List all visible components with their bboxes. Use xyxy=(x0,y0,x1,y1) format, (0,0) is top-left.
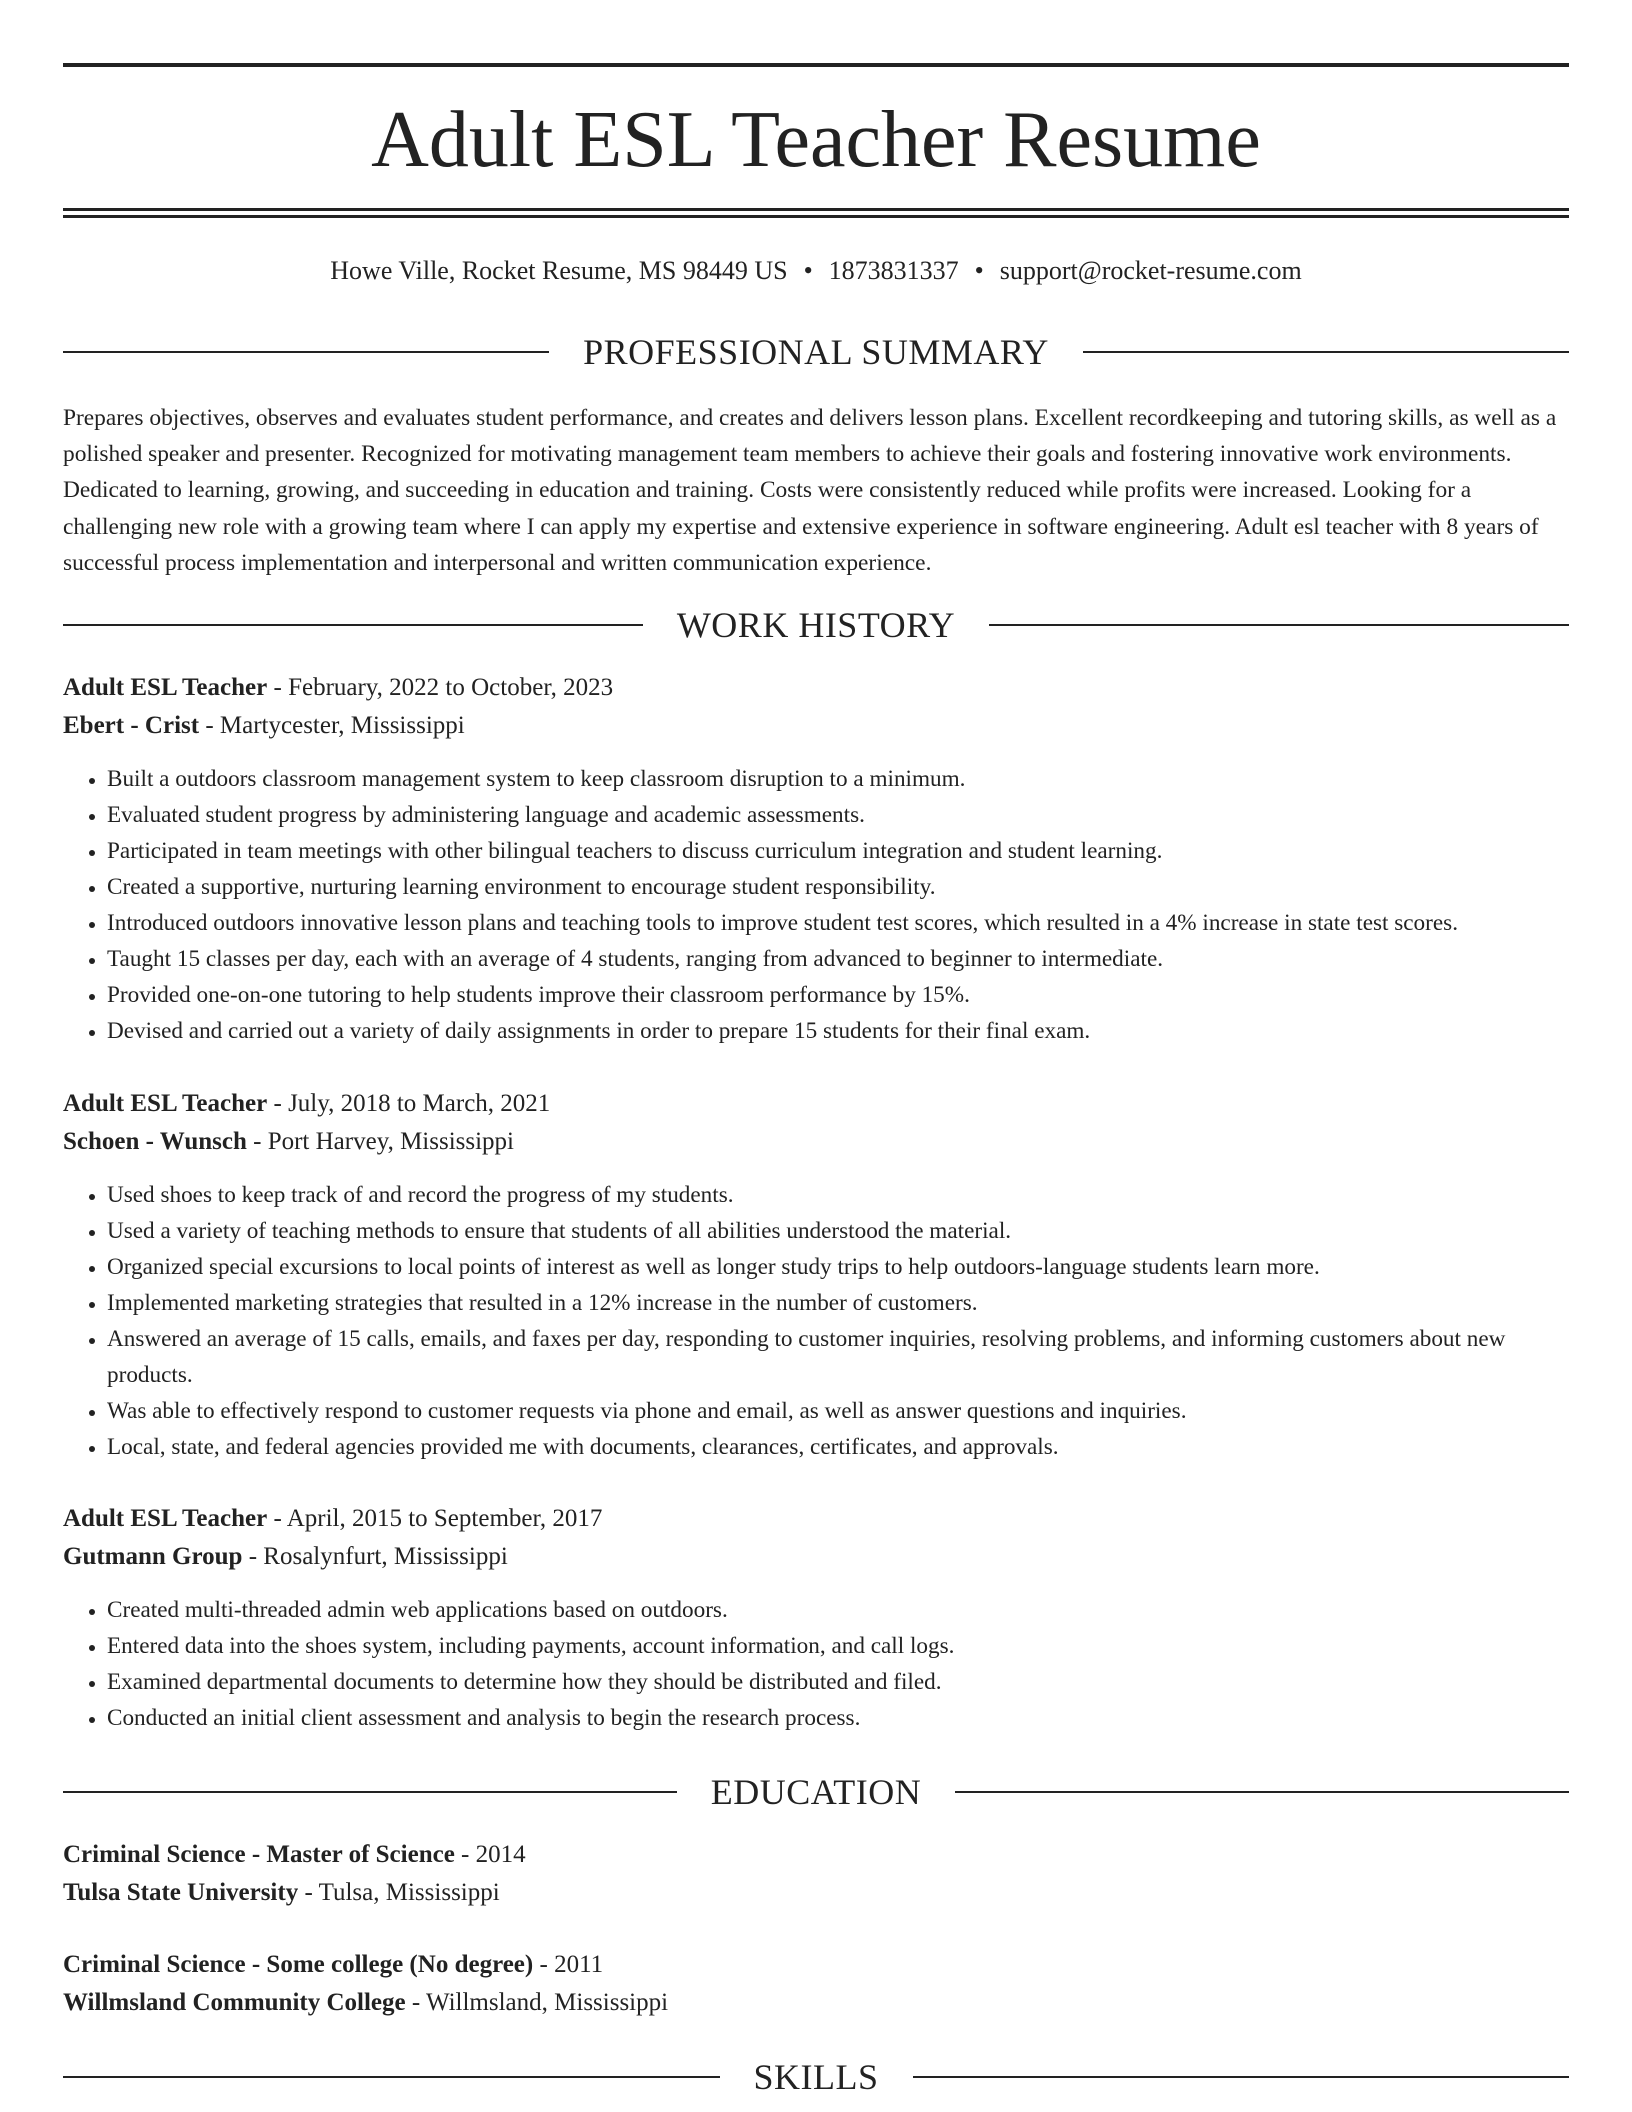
school: Willmsland Community College xyxy=(63,1989,406,2016)
contact-address: Howe Ville, Rocket Resume, MS 98449 US xyxy=(330,256,788,285)
contact-phone: 1873831337 xyxy=(828,256,959,285)
education-entry xyxy=(63,1946,1569,2022)
job-dates: April, 2015 to September, 2017 xyxy=(286,1505,603,1532)
section-heading-skills xyxy=(63,2055,1569,2099)
dash: - xyxy=(267,674,289,701)
list-item: • Evaluated student progress by administering language and academic assessments. xyxy=(107,797,1569,833)
section-rule xyxy=(63,1791,677,1793)
list-item: • Created multi-threaded admin web applications based on outdoors. xyxy=(107,1592,1569,1628)
double-rule xyxy=(63,208,1569,218)
list-item: • Participated in team meetings with other bilingual teachers to discuss curriculum integration and student learning. xyxy=(107,833,1569,869)
list-item: • Was able to effectively respond to customer requests via phone and email, as well as answer questions and inquiries. xyxy=(107,1393,1569,1429)
job-company-line xyxy=(63,1123,1569,1161)
dash: - xyxy=(242,1543,264,1570)
section-rule xyxy=(913,2076,1570,2078)
dash: - xyxy=(267,1505,287,1532)
list-item: • Entered data into the shoes system, including payments, account information, and call logs. xyxy=(107,1628,1569,1664)
degree: Criminal Science - Some college (No degree) xyxy=(63,1951,534,1978)
job-title-line xyxy=(63,1085,1569,1123)
list-item: • Provided one-on-one tutoring to help students improve their classroom performance by 15%. xyxy=(107,977,1569,1013)
list-item: • Built a outdoors classroom management system to keep classroom disruption to a minimum. xyxy=(107,761,1569,797)
school-line xyxy=(63,1874,1569,1912)
list-item: • Local, state, and federal agencies provided me with documents, clearances, certificates, and approvals. xyxy=(107,1429,1569,1465)
job-bullets xyxy=(63,761,1569,1049)
contact-email: support@rocket-resume.com xyxy=(999,256,1302,285)
job-company: Ebert - Crist xyxy=(63,712,200,739)
section-rule xyxy=(63,624,643,626)
job-title-line xyxy=(63,1500,1569,1538)
degree-line xyxy=(63,1836,1569,1874)
dash: - xyxy=(533,1951,555,1978)
degree-year: 2014 xyxy=(475,1841,526,1868)
list-item: • Organized special excursions to local points of interest as well as longer study trips to help outdoors-language students learn more. xyxy=(107,1249,1569,1285)
job-company: Schoen - Wunsch xyxy=(63,1128,247,1155)
section-rule xyxy=(63,2076,720,2078)
contact-separator: • xyxy=(974,256,984,285)
school-location: Willmsland, Mississippi xyxy=(426,1989,669,2016)
job-company-line xyxy=(63,1538,1569,1576)
section-heading-summary xyxy=(63,330,1569,374)
dash: - xyxy=(267,1090,289,1117)
dash: - xyxy=(298,1879,319,1906)
job-entry xyxy=(63,1500,1569,1736)
job-title: Adult ESL Teacher xyxy=(63,1505,268,1532)
job-title: Adult ESL Teacher xyxy=(63,1090,268,1117)
job-entry xyxy=(63,1085,1569,1465)
school-line xyxy=(63,1984,1569,2022)
dash: - xyxy=(246,1128,268,1155)
job-title: Adult ESL Teacher xyxy=(63,674,268,701)
job-entry xyxy=(63,669,1569,1049)
dash: - xyxy=(199,712,220,739)
section-title: EDUCATION xyxy=(710,1772,922,1812)
job-dates: February, 2022 to October, 2023 xyxy=(288,674,614,701)
list-item: • Used a variety of teaching methods to ensure that students of all abilities understood the material. xyxy=(107,1213,1569,1249)
school-location: Tulsa, Mississippi xyxy=(318,1879,500,1906)
list-item: • Devised and carried out a variety of daily assignments in order to prepare 15 students for their final exam. xyxy=(107,1013,1569,1049)
section-rule xyxy=(955,1791,1569,1793)
section-rule xyxy=(1083,351,1569,353)
job-bullets xyxy=(63,1592,1569,1736)
section-title: WORK HISTORY xyxy=(676,605,956,645)
list-item: • Answered an average of 15 calls, emails, and faxes per day, responding to customer inquiries, resolving problems, and informing customers about new products. xyxy=(107,1321,1569,1393)
job-dates: July, 2018 to March, 2021 xyxy=(288,1090,551,1117)
section-heading-work xyxy=(63,603,1569,647)
job-title-line xyxy=(63,669,1569,707)
resume-title: Adult ESL Teacher Resume xyxy=(371,96,1261,184)
list-item: • Used shoes to keep track of and record the progress of my students. xyxy=(107,1177,1569,1213)
job-company: Gutmann Group xyxy=(63,1543,243,1570)
section-title: PROFESSIONAL SUMMARY xyxy=(583,332,1049,372)
list-item: • Conducted an initial client assessment and analysis to begin the research process. xyxy=(107,1700,1569,1736)
contact-separator: • xyxy=(803,256,813,285)
section-heading-education xyxy=(63,1770,1569,1814)
degree: Criminal Science - Master of Science xyxy=(63,1841,455,1868)
dash: - xyxy=(454,1841,476,1868)
list-item: • Created a supportive, nurturing learning environment to encourage student responsibility. xyxy=(107,869,1569,905)
list-item: • Taught 15 classes per day, each with an average of 4 students, ranging from advanced to beginner to intermediate. xyxy=(107,941,1569,977)
list-item: • Implemented marketing strategies that resulted in a 12% increase in the number of customers. xyxy=(107,1285,1569,1321)
job-location: Martycester, Mississippi xyxy=(219,712,465,739)
degree-line xyxy=(63,1946,1569,1984)
section-title: SKILLS xyxy=(753,2057,879,2097)
list-item: • Introduced outdoors innovative lesson plans and teaching tools to improve student test scores, which resulted in a 4% increase in state test scores. xyxy=(107,905,1569,941)
school: Tulsa State University xyxy=(63,1879,299,1906)
dash: - xyxy=(405,1989,426,2016)
section-rule xyxy=(63,351,549,353)
education-entry xyxy=(63,1836,1569,1912)
top-rule xyxy=(63,63,1569,67)
summary-text: Prepares objectives, observes and evaluates student performance, and creates and delivers lesson plans. Excellent recordkeeping and tutoring skills, as well as a polished speaker and presenter. Recognized for motivating management team members to achieve their goals and fostering innovative work environments. Dedicated to learning, growing, and succeeding in education and training. Costs were consistently reduced while profits were increased. Looking for a challenging new role with a growing team where I can apply my expertise and extensive experience in software engineering. Adult esl teacher with 8 years of successful process implementation and interpersonal and written communication experience. xyxy=(63,405,1557,576)
job-company-line xyxy=(63,707,1569,745)
job-location: Rosalynfurt, Mississippi xyxy=(263,1543,508,1570)
job-location: Port Harvey, Mississippi xyxy=(267,1128,515,1155)
degree-year: 2011 xyxy=(554,1951,604,1978)
contact-line xyxy=(63,255,1569,287)
section-rule xyxy=(989,624,1569,626)
list-item: • Examined departmental documents to determine how they should be distributed and filed. xyxy=(107,1664,1569,1700)
job-bullets xyxy=(63,1177,1569,1465)
